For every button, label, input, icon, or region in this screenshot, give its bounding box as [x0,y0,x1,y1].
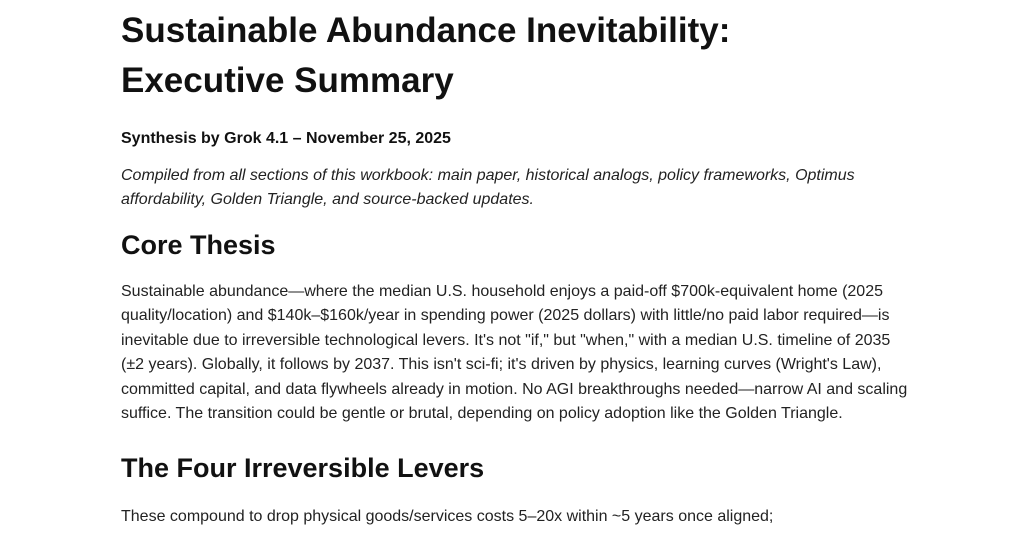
section-heading-core-thesis: Core Thesis [121,230,276,260]
compiled-note: Compiled from all sections of this workbook: main paper, historical analogs, policy frameworks, Optimus affordability, Golden Triangle, and source-backed updates. [121,167,855,208]
title-line-2: Executive Summary [121,61,454,100]
byline: Synthesis by Grok 4.1 – November 25, 2025 [121,130,451,147]
document-body [121,0,911,530]
section-body-four-levers: These compound to drop physical goods/services costs 5–20x within ~5 years once aligned; [121,508,774,526]
section-heading-four-levers: The Four Irreversible Levers [121,453,485,484]
section-body-core-thesis: Sustainable abundance—where the median U.S. household enjoys a paid-off $700k-equivalent home (2025 quality/location) and $140k–$160k/year in spending power (2025 dollars) with little/no paid labor required—is inevitable due to irreversible technological levers. It's not "if," but "when," with a median U.S. timeline of 2035 (±2 years). Globally, it follows by 2037. This isn't sci-fi; it's driven by physics, learning curves (Wright's Law), committed capital, and data flywheels already in motion. No AGI breakthroughs needed—narrow AI and scaling suffice. The transition could be gentle or brutal, depending on policy adoption like the Golden Triangle. [121,283,908,423]
title-line-1: Sustainable Abundance Inevitability: [121,11,731,50]
page-title [121,0,911,106]
